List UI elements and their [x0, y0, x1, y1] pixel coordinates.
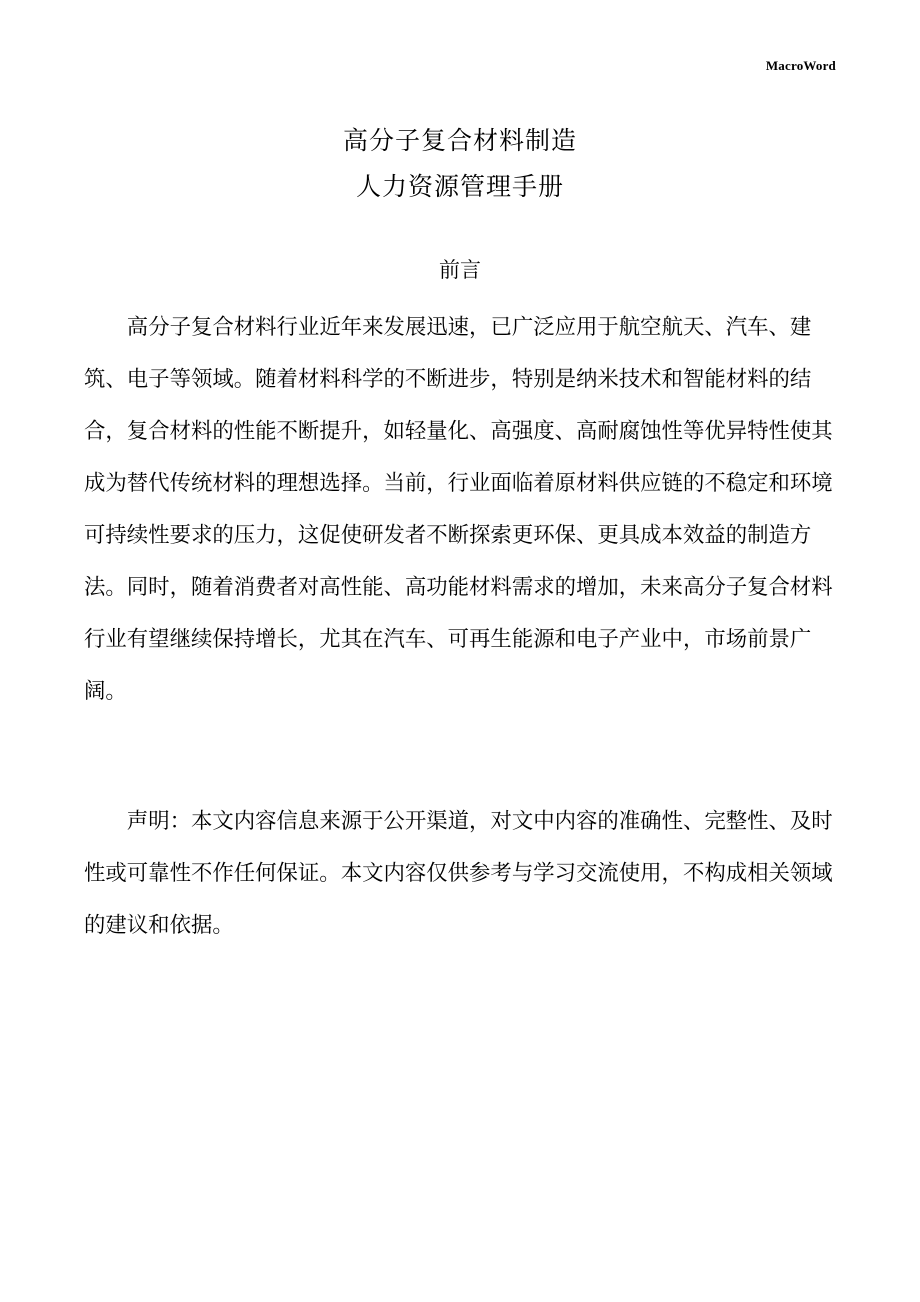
title-line-2: 人力资源管理手册	[355, 172, 564, 201]
title-line-1: 高分子复合材料制造	[342, 126, 577, 155]
header-brand: MacroWord	[765, 58, 836, 73]
disclaimer-paragraph: 声明：本文内容信息来源于公开渠道，对文中内容的准确性、完整性、及时性或可靠性不作任何保证。本文内容仅供参考与学习交流使用，不构成相关领域的建议和依据。	[84, 809, 833, 938]
preface-paragraph: 高分子复合材料行业近年来发展迅速，已广泛应用于航空航天、汽车、建筑、电子等领域。随着材料科学的不断进步，特别是纳米技术和智能材料的结合，复合材料的性能不断提升，如轻量化、高强度、高耐腐蚀性等优异特性使其成为替代传统材料的理想选择。当前，行业面临着原材料供应链的不稳定和环境可持续性要求的压力，这促使研发者不断探索更环保、更具成本效益的制造方法。同时，随着消费者对高性能、高功能材料需求的增加，未来高分子复合材料行业有望继续保持增长，尤其在汽车、可再生能源和电子产业中，市场前景广阔。	[84, 315, 833, 704]
document-title	[0, 118, 920, 210]
preface-heading: 前言	[439, 258, 481, 282]
